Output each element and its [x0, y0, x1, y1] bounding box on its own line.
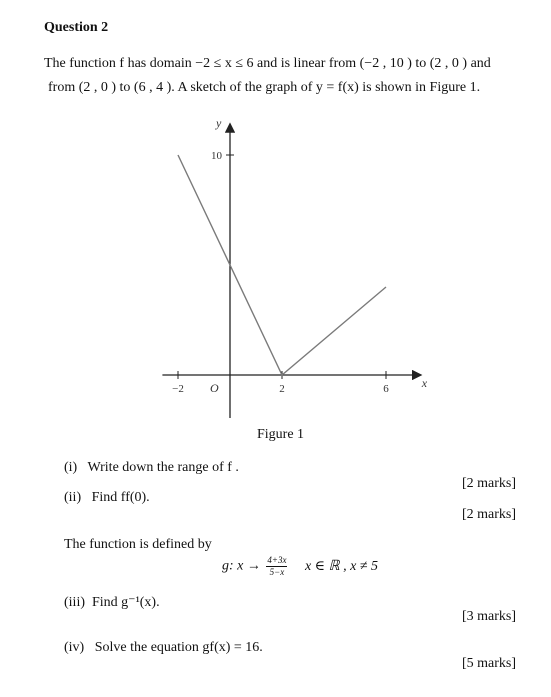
- x-tick-label: 6: [383, 383, 389, 395]
- g-definition: [222, 555, 378, 578]
- part-ii: [64, 490, 150, 506]
- g-definition-intro: The function is defined by: [64, 537, 212, 552]
- part-iii: [64, 594, 160, 611]
- x-axis-label: x: [421, 376, 428, 390]
- g-condition: x ∈ ℝ , x ≠ 5: [304, 558, 379, 574]
- question-heading: Question 2: [44, 20, 109, 35]
- part-ii-marks: [2 marks]: [462, 507, 517, 522]
- part-i-marks: [2 marks]: [462, 476, 517, 491]
- x-tick-label: 2: [279, 383, 285, 395]
- y-axis-label: y: [216, 118, 222, 130]
- x-tick-label: −2: [172, 383, 184, 395]
- part-label: (i): [64, 460, 78, 475]
- g-denominator: 5−x: [269, 567, 285, 577]
- g-numerator: 4+3x: [267, 555, 287, 565]
- part-text: Solve the equation gf(x) = 16.: [94, 640, 263, 655]
- part-label: (iv): [64, 640, 85, 655]
- part-iv: [64, 640, 263, 656]
- function-graph: [120, 118, 450, 418]
- series-line: [178, 155, 386, 375]
- part-i: [64, 460, 239, 476]
- intro-line-1: The function f has domain −2 ≤ x ≤ 6 and is linear from (−2 , 10 ) to (2 , 0 ) and: [44, 56, 491, 71]
- intro-line-2: from (2 , 0 ) to (6 , 4 ). A sketch of the graph of y = f(x) is shown in Figure 1.: [48, 80, 481, 95]
- g-lhs: g: x →: [222, 558, 261, 574]
- part-label: (ii): [64, 490, 82, 505]
- g-fraction: [266, 555, 287, 578]
- part-iv-marks: [5 marks]: [462, 656, 517, 671]
- part-text: Find ff(0).: [91, 490, 150, 505]
- figure-caption: Figure 1: [257, 427, 305, 442]
- part-label: (iii): [64, 595, 85, 610]
- question-intro: [44, 52, 491, 100]
- origin-label: O: [210, 381, 219, 395]
- part-text: Write down the range of f .: [87, 460, 239, 475]
- y-tick-label: 10: [211, 150, 222, 162]
- part-text: Find g⁻¹(x).: [92, 595, 160, 610]
- part-iii-marks: [3 marks]: [462, 609, 517, 624]
